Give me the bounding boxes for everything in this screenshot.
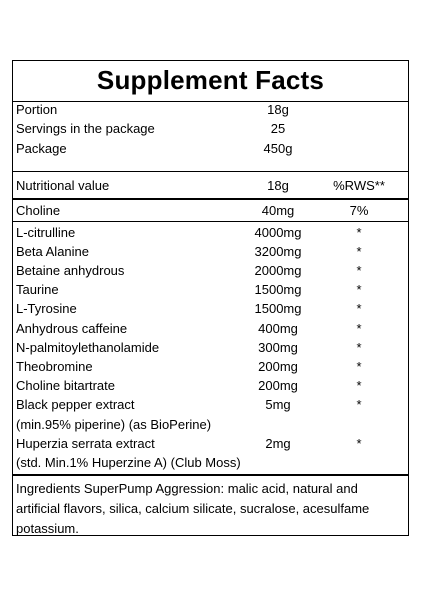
ingredient-amount: 5mg: [265, 397, 291, 412]
ingredient-name: Huperzia serrata extract: [16, 436, 155, 451]
table-row: [13, 453, 408, 473]
nutrition-header-label: Nutritional value: [16, 178, 110, 193]
ingredient-name: Theobromine: [16, 359, 93, 374]
table-row: [13, 415, 408, 435]
ingredient-rws: *: [356, 397, 362, 412]
ingredient-name: N-palmitoylethanolamide: [16, 340, 160, 355]
info-label: Package: [16, 141, 67, 156]
table-row: [13, 261, 408, 281]
ingredient-rws: *: [356, 263, 362, 278]
ingredient-amount: 400mg: [258, 321, 298, 336]
ingredient-name: L-Tyrosine: [16, 301, 77, 316]
table-row: [13, 376, 408, 396]
info-row-package: [13, 139, 408, 159]
ingredient-name: Black pepper extract: [16, 397, 135, 412]
nutrition-header-amount: 18g: [267, 178, 289, 193]
ingredient-name: Betaine anhydrous: [16, 263, 125, 278]
ingredient-name: (min.95% piperine) (as BioPerine): [16, 417, 212, 432]
header-divider: [13, 198, 408, 200]
ingredient-amount: 1500mg: [254, 301, 302, 316]
ingredient-amount: 4000mg: [254, 225, 302, 240]
ingredient-rws: *: [356, 378, 362, 393]
table-row: [13, 280, 408, 300]
ingredient-rws: *: [356, 282, 362, 297]
ingredient-name: L-citrulline: [16, 225, 76, 240]
table-row: [13, 223, 408, 243]
info-value: 25: [270, 121, 286, 136]
ingredient-amount: 3200mg: [254, 244, 302, 259]
info-row-servings: [13, 119, 408, 139]
ingredient-rws: *: [356, 225, 362, 240]
ingredient-amount: 2000mg: [254, 263, 302, 278]
info-value: 450g: [263, 141, 293, 156]
ingredient-amount: 200mg: [258, 359, 298, 374]
table-row: [13, 338, 408, 358]
nutrient-amount: 40mg: [261, 203, 295, 218]
ingredient-rws: *: [356, 321, 362, 336]
info-row-portion: [13, 100, 408, 120]
info-divider: [13, 171, 408, 172]
nutrient-rws: 7%: [349, 203, 369, 218]
ingredient-amount: 2mg: [265, 436, 291, 451]
ingredient-rws: *: [356, 301, 362, 316]
ingredient-rws: *: [356, 244, 362, 259]
table-row: [13, 242, 408, 262]
ingredient-name: Taurine: [16, 282, 59, 297]
ingredient-rws: *: [356, 359, 362, 374]
panel-title: Supplement Facts: [96, 65, 325, 95]
ingredient-amount: 1500mg: [254, 282, 302, 297]
info-label: Servings in the package: [16, 121, 155, 136]
ingredients-text: Ingredients SuperPump Aggression: malic acid, natural and artificial flavors, silica, calcium silicate, sucralose, acesulfame potassium.: [16, 481, 370, 536]
table-row: [13, 434, 408, 454]
info-label: Portion: [16, 102, 58, 117]
table-row: [13, 395, 408, 415]
ingredient-name: Choline bitartrate: [16, 378, 115, 393]
ingredient-rws: *: [356, 340, 362, 355]
nutrient-name: Choline: [16, 203, 61, 218]
info-value: 18g: [267, 102, 289, 117]
ingredient-name: Anhydrous caffeine: [16, 321, 128, 336]
supplement-facts-panel: [12, 60, 409, 536]
nutrition-header-rws: %RWS**: [333, 178, 385, 193]
ingredient-amount: 200mg: [258, 378, 298, 393]
choline-divider: [13, 221, 408, 222]
table-row: [13, 357, 408, 377]
ingredient-rws: *: [356, 436, 362, 451]
ingredient-name: Beta Alanine: [16, 244, 90, 259]
table-row: [13, 299, 408, 319]
nutrition-header-row: [13, 176, 408, 196]
ingredients-divider: [13, 474, 408, 476]
table-row: [13, 319, 408, 339]
choline-row: [13, 201, 408, 221]
ingredient-name: (std. Min.1% Huperzine A) (Club Moss): [16, 455, 241, 470]
ingredient-amount: 300mg: [258, 340, 298, 355]
